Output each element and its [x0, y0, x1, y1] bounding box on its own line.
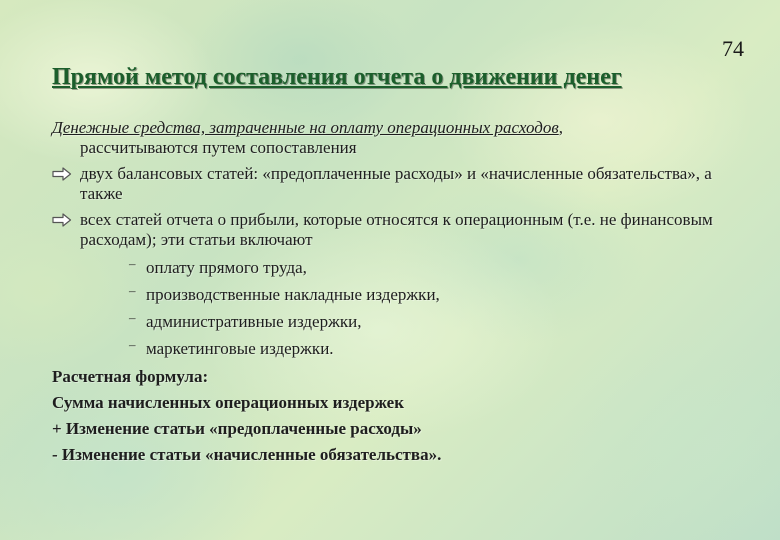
sub-item-text: маркетинговые издержки. [146, 339, 334, 358]
formula-line: + Изменение статьи «предоплаченные расходы» [52, 419, 422, 438]
lead-paragraph [52, 118, 752, 158]
slide-title: Прямой метод составления отчета о движении денег [52, 64, 622, 90]
dash-icon: – [129, 337, 136, 352]
bullet-item [52, 164, 752, 204]
sub-list [52, 254, 752, 362]
bullet-item [52, 210, 752, 250]
page-number: 74 [722, 36, 744, 61]
sub-item-text: оплату прямого труда, [146, 258, 307, 277]
sub-item-text: производственные накладные издержки, [146, 285, 440, 304]
list-item [52, 308, 752, 335]
bullet-text: двух балансовых статей: «предоплаченные расходы» и «начисленные обязательства», а также [80, 164, 712, 203]
formula-line: Сумма начисленных операционных издержек [52, 393, 405, 412]
list-item [52, 281, 752, 308]
lead-comma: , [558, 118, 563, 137]
bullet-text: всех статей отчета о прибыли, которые относятся к операционным (т.е. не финансовым расходам); эти статьи включают [80, 210, 713, 249]
dash-icon: – [129, 283, 136, 298]
sub-item-text: административные издержки, [146, 312, 362, 331]
arrow-right-outline-icon [52, 167, 72, 181]
list-item [52, 254, 752, 281]
dash-icon: – [129, 310, 136, 325]
formula-block [52, 364, 752, 468]
dash-icon: – [129, 256, 136, 271]
formula-line: - Изменение статьи «начисленные обязательства». [52, 445, 442, 464]
lead-emphasis: Денежные средства, затраченные на оплату операционных расходов [52, 118, 559, 137]
slide-content [52, 118, 752, 468]
arrow-right-outline-icon [52, 213, 72, 227]
formula-heading: Расчетная формула: [52, 367, 209, 386]
list-item [52, 335, 752, 362]
lead-line-2: рассчитываются путем сопоставления [80, 138, 357, 157]
